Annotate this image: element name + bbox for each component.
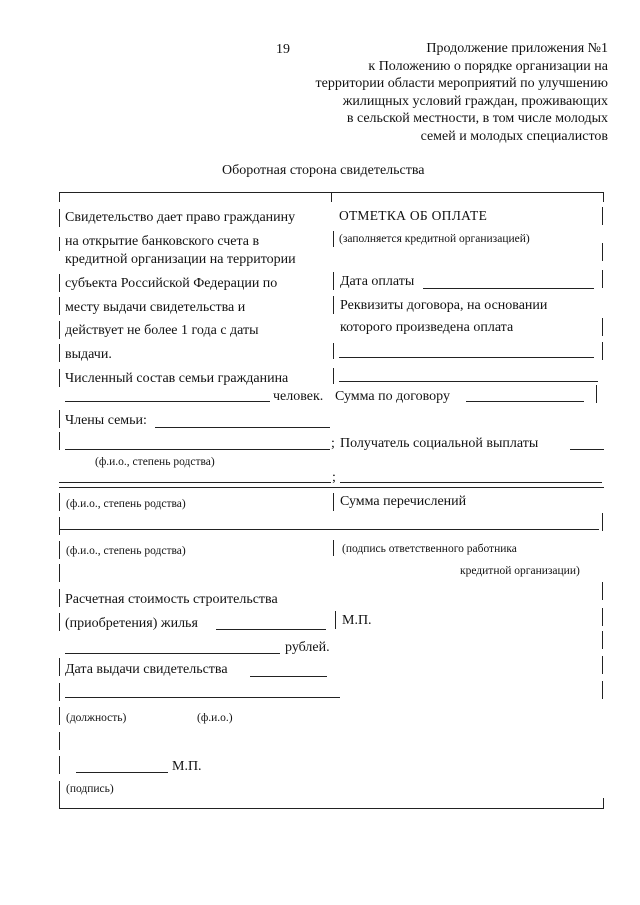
right-edge-1	[602, 207, 603, 225]
right-edge-6	[596, 385, 597, 403]
rights-line-3: кредитной организации на территории	[65, 252, 296, 267]
frame-top-left-tick	[59, 192, 60, 202]
rights-line-1: Свидетельство дает право гражданину	[65, 210, 296, 225]
appendix-line-5: в сельской местности, в том числе молодых	[346, 111, 608, 126]
rights-line-4: субъекта Российской Федерации по	[65, 276, 278, 291]
right-edge-5	[602, 342, 603, 360]
right-edge-2	[602, 243, 603, 261]
mid-edge-8	[335, 611, 336, 629]
payment-date-label: Дата оплаты	[340, 274, 415, 289]
right-edge-4	[602, 318, 603, 336]
left-edge-7	[59, 369, 60, 387]
mid-edge-2	[333, 272, 334, 290]
contract-details-field-1[interactable]	[339, 357, 594, 358]
cost-field-1[interactable]	[216, 629, 326, 630]
rights-line-5: месту выдачи свидетельства и	[65, 300, 246, 315]
frame-top-mid-tick	[331, 192, 332, 202]
right-edge-3	[602, 270, 603, 288]
left-edge-6	[59, 344, 60, 362]
left-edge-8	[59, 410, 60, 428]
contract-details-field-2[interactable]	[339, 381, 598, 382]
rights-line-2: на открытие банковского счета в	[65, 234, 260, 249]
stamp-left: М.П.	[172, 759, 202, 774]
mid-edge-6	[333, 493, 334, 511]
members-field-1[interactable]	[155, 427, 330, 428]
left-edge-12	[59, 541, 60, 559]
mid-edge-5	[333, 368, 334, 384]
persons-suffix: человек.	[273, 389, 324, 404]
recipient-field-1[interactable]	[570, 449, 604, 450]
position-caption: (должность)	[66, 712, 127, 724]
mid-edge-1	[333, 231, 334, 247]
right-edge-9	[602, 608, 603, 626]
appendix-line-6: семей и молодых специалистов	[420, 129, 608, 144]
bank-signature-caption-2: кредитной организации)	[460, 565, 580, 577]
signature-caption: (подпись)	[66, 783, 114, 795]
members-field-3[interactable]	[59, 482, 331, 483]
mid-edge-3	[333, 296, 334, 314]
signature-field[interactable]	[76, 772, 168, 773]
left-edge-21	[59, 781, 60, 799]
right-edge-12	[602, 681, 603, 699]
appendix-line-2: к Положению о порядке организации на	[368, 59, 608, 74]
fio-caption-3: (ф.и.о., степень родства)	[66, 545, 186, 557]
left-edge-4	[59, 297, 60, 315]
cost-label-1: Расчетная стоимость строительства	[65, 592, 278, 607]
bank-signature-caption-1: (подпись ответственного работника	[342, 543, 517, 555]
frame-bottom-border	[59, 808, 604, 809]
members-label: Члены семьи:	[65, 413, 147, 428]
right-edge-7	[602, 513, 603, 531]
document-title: Оборотная сторона свидетельства	[222, 163, 425, 178]
members-field-4[interactable]	[59, 529, 599, 530]
frame-bottom-right-tick	[603, 798, 604, 809]
cost-label-2: (приобретения) жилья	[65, 616, 198, 631]
rights-line-7: выдачи.	[65, 347, 112, 362]
recipient-label: Получатель социальной выплаты	[340, 436, 539, 451]
right-edge-11	[602, 656, 603, 674]
left-edge-15	[59, 613, 60, 631]
rights-line-6: действует не более 1 года с даты	[65, 323, 259, 338]
left-edge-5	[59, 321, 60, 339]
members-field-2[interactable]	[65, 449, 330, 450]
left-edge-1	[59, 209, 60, 227]
name-caption: (ф.и.о.)	[197, 712, 233, 724]
page-number: 19	[276, 42, 290, 57]
members-semicolon-1: ;	[331, 436, 335, 451]
payment-date-field[interactable]	[423, 288, 594, 289]
left-edge-13	[59, 564, 60, 582]
frame-middle-divider	[59, 487, 604, 488]
left-edge-20	[59, 756, 60, 774]
right-edge-8	[602, 582, 603, 600]
family-size-field[interactable]	[65, 401, 270, 402]
contract-details-line-2: которого произведена оплата	[340, 320, 514, 335]
mid-edge-7	[333, 540, 334, 556]
official-field[interactable]	[65, 697, 340, 698]
left-edge-16	[59, 658, 60, 676]
fio-caption-2: (ф.и.о., степень родства)	[66, 498, 186, 510]
rubles-suffix: рублей.	[285, 640, 330, 655]
contract-sum-field[interactable]	[466, 401, 584, 402]
frame-bottom-left-tick	[59, 798, 60, 809]
left-edge-11	[59, 517, 60, 535]
left-edge-17	[59, 683, 60, 701]
stamp-right: М.П.	[342, 613, 372, 628]
transfer-sum-label: Сумма перечислений	[340, 494, 467, 509]
recipient-field-2[interactable]	[340, 482, 602, 483]
appendix-line-1: Продолжение приложения №1	[426, 41, 608, 56]
family-size-label: Численный состав семьи гражданина	[65, 371, 289, 386]
left-edge-10	[59, 493, 60, 511]
left-edge-19	[59, 732, 60, 750]
members-semicolon-2: ;	[332, 470, 336, 485]
appendix-line-3: территории области мероприятий по улучшению	[315, 76, 608, 91]
fio-caption-1: (ф.и.о., степень родства)	[95, 456, 215, 468]
cost-field-2[interactable]	[65, 653, 280, 654]
payment-note: (заполняется кредитной организацией)	[339, 233, 530, 245]
appendix-line-4: жилищных условий граждан, проживающих	[342, 94, 608, 109]
left-edge-18	[59, 707, 60, 725]
right-edge-10	[602, 631, 603, 649]
payment-header: ОТМЕТКА ОБ ОПЛАТЕ	[339, 208, 488, 223]
contract-sum-label: Сумма по договору	[335, 389, 450, 404]
issue-date-field[interactable]	[250, 676, 327, 677]
left-edge-3	[59, 274, 60, 292]
mid-edge-4	[333, 343, 334, 359]
contract-details-line-1: Реквизиты договора, на основании	[340, 298, 548, 313]
left-edge-9	[59, 432, 60, 450]
issue-date-label: Дата выдачи свидетельства	[65, 662, 228, 677]
frame-top-right-tick	[603, 192, 604, 202]
left-edge-2	[59, 237, 60, 251]
left-edge-14	[59, 589, 60, 607]
